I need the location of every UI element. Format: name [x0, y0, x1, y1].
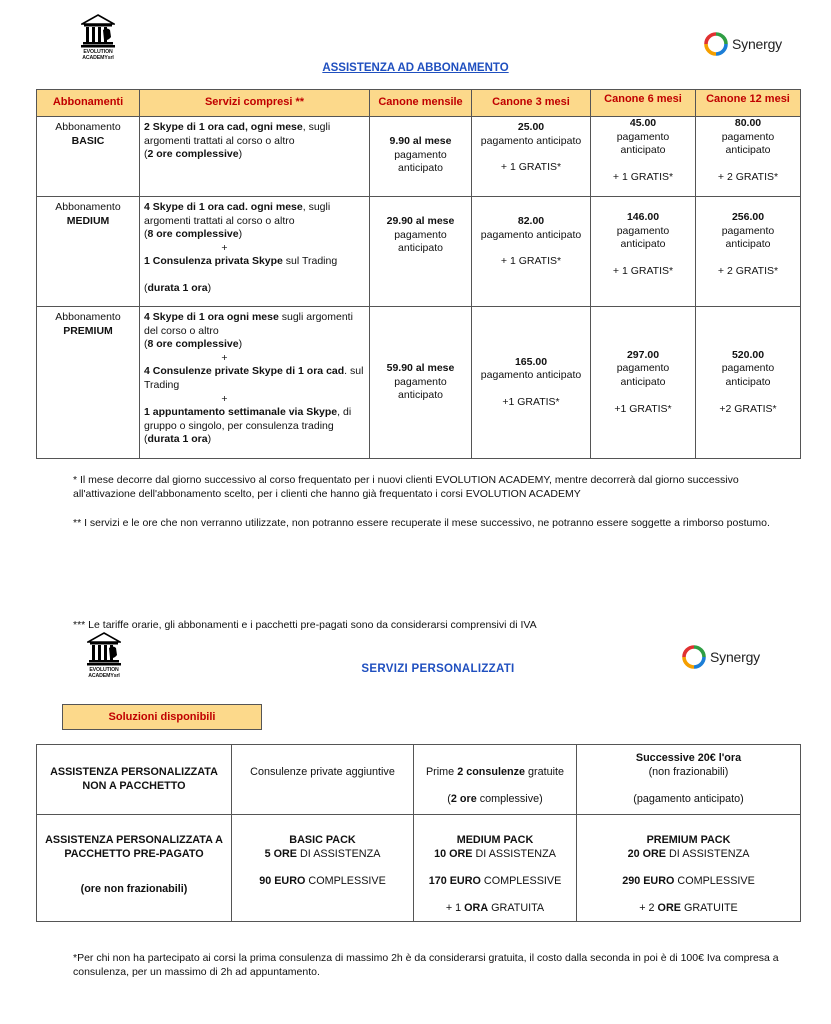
three-months-medium: 82.00 pagamento anticipato + 1 GRATIS*	[472, 197, 591, 307]
twelve-months-medium: 256.00 pagamento anticipato + 2 GRATIS*	[696, 197, 801, 307]
cell-free-consulting: Prime 2 consulenze gratuite (2 ore complessive)	[414, 745, 577, 815]
services-basic: 2 Skype di 1 ora cad, ogni mese, sugli argomenti trattati al corso o altro (2 ore complessive)	[140, 117, 370, 197]
header-abbonamenti: Abbonamenti	[37, 90, 140, 117]
label-non-package: ASSISTENZA PERSONALIZZATA NON A PACCHETTO	[37, 745, 232, 815]
header-canone-mensile: Canone mensile	[370, 90, 472, 117]
synergy-logo-text: Synergy	[710, 649, 760, 665]
six-months-basic: 45.00 pagamento anticipato + 1 GRATIS*	[591, 117, 696, 197]
medium-pack: MEDIUM PACK 10 ORE DI ASSISTENZA 170 EURO COMPLESSIVE + 1 ORA GRATUITA	[414, 815, 577, 922]
six-months-premium: 297.00 pagamento anticipato +1 GRATIS*	[591, 307, 696, 459]
services-premium: 4 Skype di 1 ora ogni mese sugli argomenti del corso o altro (8 ore complessive) + 4 Consulenze private Skype di 1 ora cad. sul Trading + 1 appuntamento settimanale via Skype, di gruppo o singolo, per consulenza trading (durata 1 ora)	[140, 307, 370, 459]
synergy-logo	[704, 30, 782, 58]
plan-name-basic: Abbonamento BASIC	[37, 117, 140, 197]
header-canone-12-mesi: Canone 12 mesi	[696, 90, 801, 117]
six-months-medium: 146.00 pagamento anticipato + 1 GRATIS*	[591, 197, 696, 307]
subscriptions-table	[36, 89, 801, 459]
temple-icon	[81, 14, 115, 50]
logo-text: EVOLUTION ACADEMYsrl	[88, 667, 120, 679]
footnote: *Per chi non ha partecipato ai corsi la prima consulenza di massimo 2h è da considerarsi gratuita, il costo dalla seconda in poi è di 100€ Iva compresa a consulenza, per un massimo di 2h ad appuntamento.	[73, 952, 779, 978]
synergy-logo-text: Synergy	[732, 36, 782, 52]
table-row-premium	[37, 307, 801, 459]
header-servizi: Servizi compresi **	[140, 90, 370, 117]
table-header-row	[37, 90, 801, 117]
monthly-basic: 9.90 al mese pagamento anticipato	[370, 117, 472, 197]
section-title-personal: SERVIZI PERSONALIZZATI	[361, 663, 515, 675]
note-month-start: * Il mese decorre dal giorno successivo al corso frequentato per i nuovi clienti EVOLUTION ACADEMY, mentre decorrerà dal giorno successivo all'attivazione dell'abbonamento scelto, per i clienti che hanno già frequentato i corsi EVOLUTION ACADEMY	[73, 474, 739, 500]
twelve-months-basic: 80.00 pagamento anticipato + 2 GRATIS*	[696, 117, 801, 197]
header-canone-3-mesi: Canone 3 mesi	[472, 90, 591, 117]
monthly-premium: 59.90 al mese pagamento anticipato	[370, 307, 472, 459]
services-medium: 4 Skype di 1 ora cad. ogni mese, sugli argomenti trattati al corso o altro (8 ore complessive) + 1 Consulenza privata Skype sul Trading (durata 1 ora)	[140, 197, 370, 307]
header-canone-6-mesi: Canone 6 mesi	[591, 90, 696, 117]
logo-text: EVOLUTION ACADEMYsrl	[82, 49, 114, 61]
cell-private-consulting: Consulenze private aggiuntive	[232, 745, 414, 815]
monthly-medium: 29.90 al mese pagamento anticipato	[370, 197, 472, 307]
synergy-ring-icon	[704, 32, 728, 56]
table-row-medium	[37, 197, 801, 307]
three-months-basic: 25.00 pagamento anticipato + 1 GRATIS*	[472, 117, 591, 197]
solutions-label: Soluzioni disponibili	[62, 704, 262, 730]
page-title: ASSISTENZA AD ABBONAMENTO	[322, 62, 509, 74]
table-row-prepaid	[37, 815, 801, 922]
personal-services-table	[36, 744, 801, 922]
note-unused-services: ** I servizi e le ore che non verranno utilizzate, non potranno essere recuperate il mese successivo, ne potranno essere soggette a rimborso postumo.	[73, 517, 770, 529]
three-months-premium: 165.00 pagamento anticipato +1 GRATIS*	[472, 307, 591, 459]
basic-pack: BASIC PACK 5 ORE DI ASSISTENZA 90 EURO COMPLESSIVE	[232, 815, 414, 922]
plan-name-medium: Abbonamento MEDIUM	[37, 197, 140, 307]
table-row-basic	[37, 117, 801, 197]
twelve-months-premium: 520.00 pagamento anticipato +2 GRATIS*	[696, 307, 801, 459]
note-vat: *** Le tariffe orarie, gli abbonamenti e i pacchetti pre-pagati sono da considerarsi comprensivi di IVA	[73, 619, 537, 631]
evolution-academy-logo	[78, 14, 118, 64]
table-row-non-package	[37, 745, 801, 815]
cell-successive-hours: Successive 20€ l'ora (non frazionabili) (pagamento anticipato)	[577, 745, 801, 815]
label-prepaid: ASSISTENZA PERSONALIZZATA A PACCHETTO PRE-PAGATO (ore non frazionabili)	[37, 815, 232, 922]
plan-name-premium: Abbonamento PREMIUM	[37, 307, 140, 459]
premium-pack: PREMIUM PACK 20 ORE DI ASSISTENZA 290 EURO COMPLESSIVE + 2 ORE GRATUITE	[577, 815, 801, 922]
